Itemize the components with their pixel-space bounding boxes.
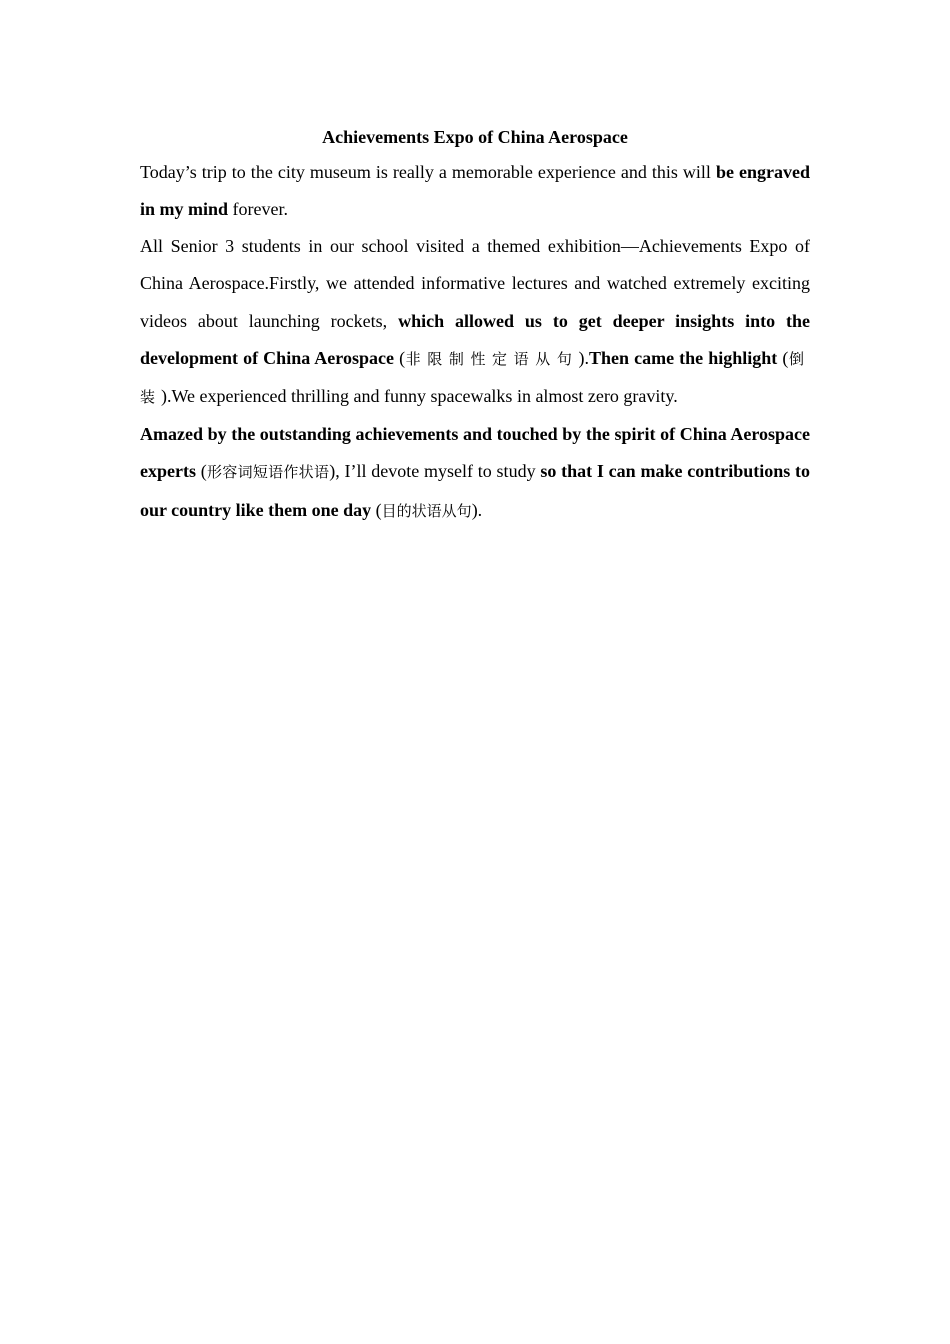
text-run: ). xyxy=(578,348,589,369)
text-run: All Senior 3 students in our school visited a themed exhibition—Achievements Expo of China Aerospace.Firstly, we attended informative lectures and watched extremely exciting videos about launching rockets, xyxy=(140,235,810,331)
grammar-note: 倒装 xyxy=(140,350,810,407)
text-run: ( xyxy=(371,499,382,520)
text-run: ), I’ll devote myself to study xyxy=(329,461,541,482)
bold-phrase: Then came the highlight xyxy=(588,348,778,369)
paragraph xyxy=(140,154,810,229)
document-body xyxy=(140,124,810,530)
bold-phrase: which allowed us to get deeper insights into the development of China Aerospace xyxy=(140,310,811,369)
document-title: Achievements Expo of China Aerospace xyxy=(322,127,628,147)
text-run: Today’s trip to the city museum is really a memorable experience and this will xyxy=(140,162,716,182)
text-run: ). xyxy=(471,499,483,520)
grammar-note: 目的状语从句 xyxy=(381,501,472,520)
grammar-note: 非限制性定语从句 xyxy=(405,350,579,369)
paragraph xyxy=(140,228,810,417)
text-run: ).We experienced thrilling and funny spacewalks in almost zero gravity. xyxy=(161,386,678,407)
bold-phrase: be engraved in my mind xyxy=(140,162,810,220)
bold-phrase: Amazed by the outstanding achievements and touched by the spirit of China Aerospace experts xyxy=(140,423,810,482)
text-run: forever. xyxy=(228,199,288,220)
grammar-note: 形容词短语作状语 xyxy=(206,463,330,482)
text-run: ( xyxy=(393,348,406,369)
paragraph xyxy=(140,416,810,530)
text-run: ( xyxy=(777,348,789,369)
text-run: ( xyxy=(195,461,207,482)
bold-phrase: so that I can make contributions to our country like them one day xyxy=(140,461,810,520)
